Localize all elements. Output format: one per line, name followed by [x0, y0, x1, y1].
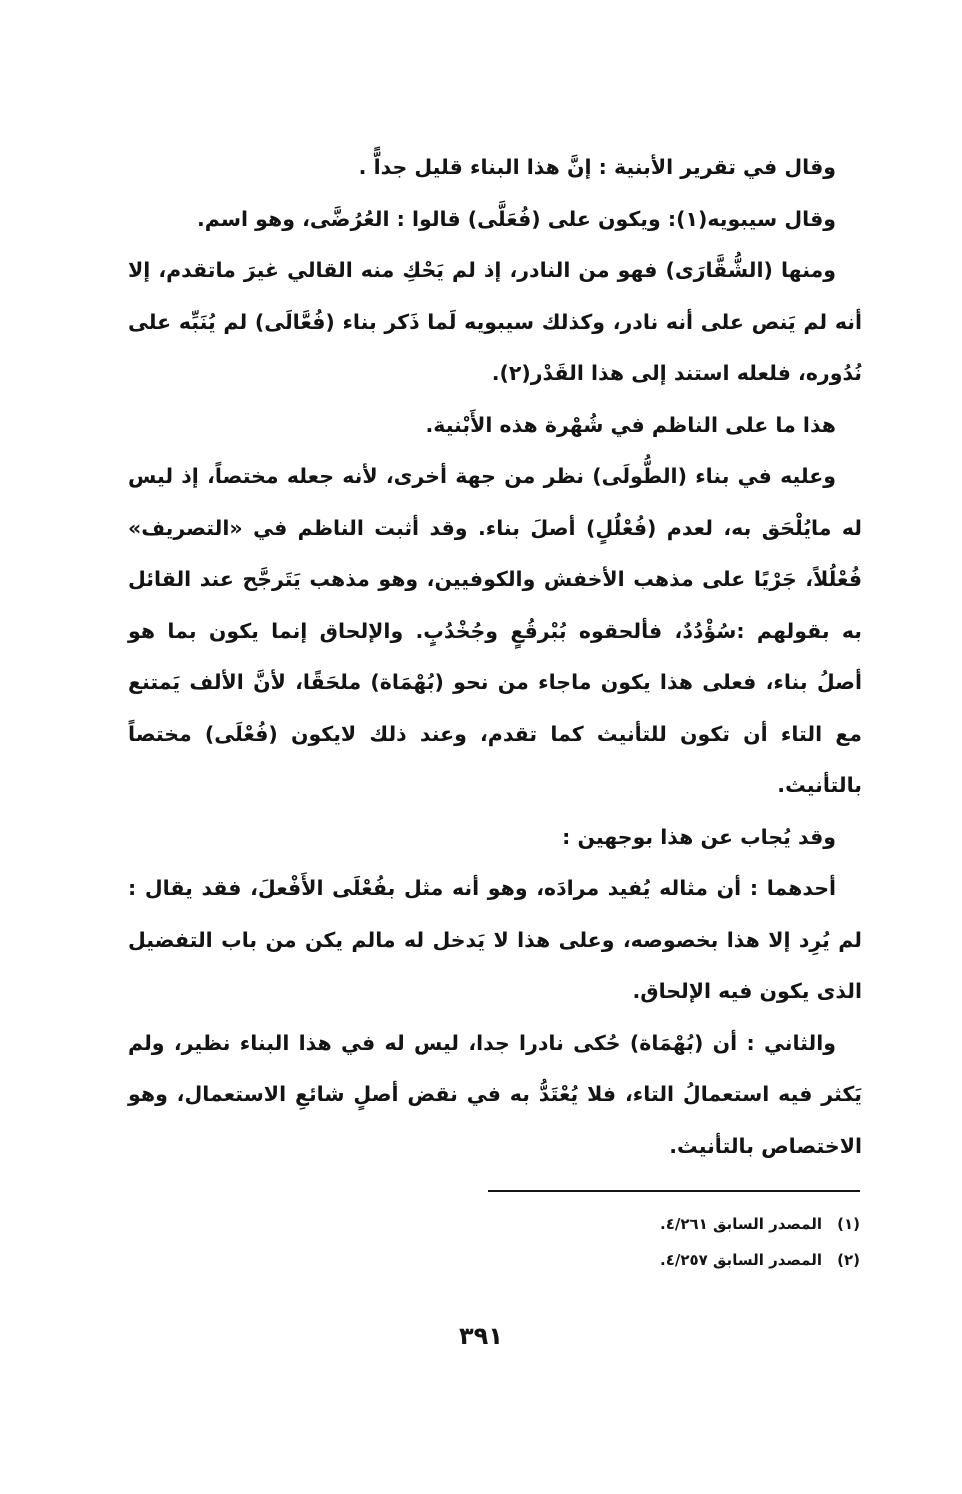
- footnote-number: (١): [837, 1215, 860, 1233]
- paragraph: وقال في تقرير الأبنية : إنَّ هذا البناء قليل جداًّ .: [358, 155, 836, 179]
- paragraph: وعليه في بناء (الطُّولَى) نظر من جهة أخرى، لأنه جعله مختصاً، إذ ليس له مايُلْحَق به، لعدم (فُعْلُلٍ) أصلَ بناء. وقد أثبت الناظم في «التصريف» فُعْلُلاً، جَرْيًا على مذهب الأخفش والكوفيين، وهو مذهب يَتَرجَّح عند القائل به بقولهم :سُؤْدُدٌ، فألحقوه بُبْرقُعٍ وجُخْدُبٍ. والإلحاق إنما يكون بما هو أصلُ بناء، فعلى هذا يكون ماجاء من نحو (بُهْمَاة) ملحَقًا، لأنَّ الألف يَمتنع مع التاء أن تكون للتأنيث كما تقدم، وعند ذلك لايكون (فُعْلَى) مختصاً بالتأنيث.: [128, 464, 862, 797]
- paragraph: وقد يُجاب عن هذا بوجهين :: [562, 824, 836, 849]
- paragraph: هذا ما على الناظم في شُهْرة هذه الأَبْنية.: [425, 412, 836, 437]
- paragraph: أحدهما : أن مثاله يُفيد مرادَه، وهو أنه مثل بفُعْلَى الأَفْعلَ، فقد يقال : لم يُرِد إلا هذا بخصوصه، وعلى هذا لا يَدخل له مالم يكن من باب التفضيل الذى يكون فيه الإلحاق.: [128, 876, 862, 1003]
- footnote-text: المصدر السابق ٤/٢٥٧.: [660, 1251, 822, 1269]
- main-text: [128, 142, 862, 1172]
- footnotes: [460, 1206, 860, 1278]
- page-number: ٣٩١: [459, 1322, 503, 1350]
- footnote-text: المصدر السابق ٤/٢٦١.: [660, 1215, 822, 1233]
- paragraph: ومنها (الشُّقَّارَى) فهو من النادر، إذ لم يَحْكِ منه القالي غيرَ ماتقدم، إلا أنه لم يَنص على أنه نادر، وكذلك سيبويه لَما ذَكر بناء (فُعَّالَى) لم يُنَبِّه على نُدُوره، فلعله استند إلى هذا القَدْر(٢).: [128, 258, 862, 385]
- paragraph: وقال سيبويه(١): ويكون على (فُعَلَّى) قالوا : العُرُضَّى، وهو اسم.: [196, 206, 836, 231]
- footnote-separator: [488, 1190, 860, 1192]
- footnote-item: [460, 1206, 860, 1242]
- footnote-number: (٢): [837, 1251, 860, 1269]
- paragraph: والثاني : أن (بُهْمَاة) حُكى نادرا جدا، ليس له في هذا البناء نظير، ولم يَكثر فيه استعمالُ التاء، فلا يُعْتَدُّ به في نقض أصلٍ شائعِ الاستعمال، وهو الاختصاص بالتأنيث.: [128, 1030, 862, 1158]
- footnote-item: [460, 1242, 860, 1278]
